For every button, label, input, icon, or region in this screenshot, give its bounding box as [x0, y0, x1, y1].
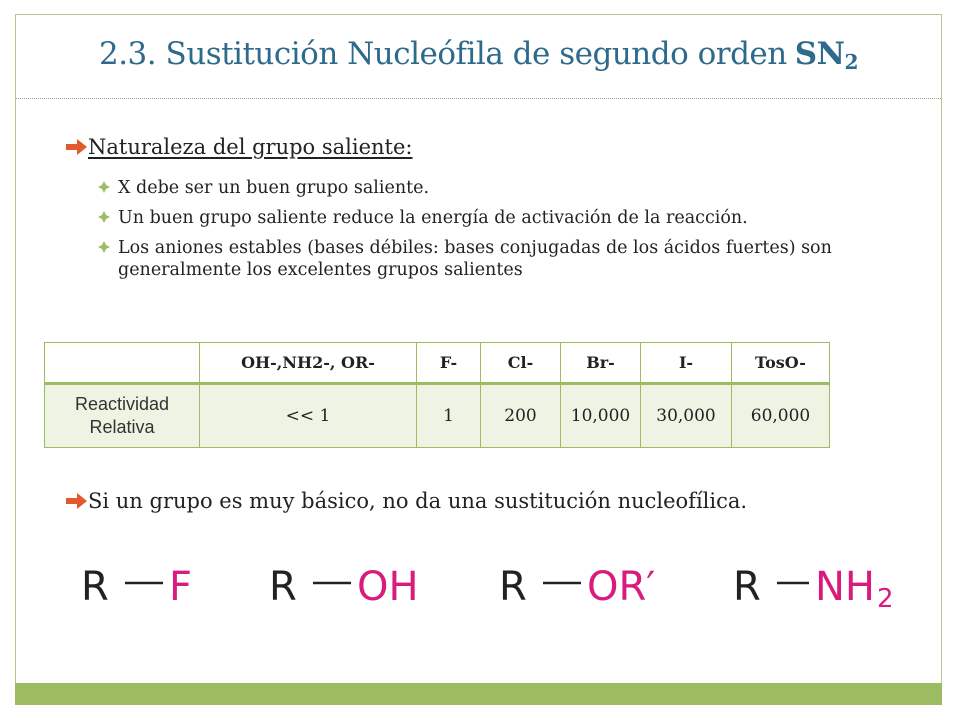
row-label: Reactividad Relativa: [45, 384, 200, 448]
table-cell: << 1: [200, 384, 417, 448]
right-arrow-icon: [66, 138, 88, 156]
slide-title: 2.3. Sustitución Nucleófila de segundo orden $SN_2$: [98, 36, 858, 75]
table-header-cell: OH-,NH2-, OR-: [200, 343, 417, 384]
r-label: R: [499, 564, 527, 610]
table-header-cell: Br-: [561, 343, 641, 384]
list-item: Los aniones estables (bases débiles: bases conjugadas de los ácidos fuertes) son generalmente los excelentes grupos salientes: [98, 237, 928, 281]
table-header-cell: F-: [417, 343, 481, 384]
group-label: OR′: [587, 564, 656, 610]
table-cell: 200: [481, 384, 561, 448]
table-cell: 60,000: [732, 384, 830, 448]
reactivity-table: [44, 342, 830, 448]
list-item: Un buen grupo saliente reduce la energía de activación de la reacción.: [98, 207, 928, 229]
bullet-icon: [98, 211, 110, 223]
bullet-icon: [98, 181, 110, 193]
bullet-list: [98, 177, 928, 289]
leaving-group-formulas: [45, 555, 917, 613]
subscript-label: 2: [877, 584, 894, 613]
bullet-icon: [98, 241, 110, 253]
r-label: R: [733, 564, 761, 610]
group-label: NH: [815, 564, 875, 610]
title-divider: [16, 98, 941, 99]
formula-r-or: [499, 564, 655, 610]
formula-r-nh2: [733, 564, 894, 613]
table-cell: 30,000: [641, 384, 732, 448]
footer-bar: [15, 683, 942, 705]
table-row: [45, 384, 830, 448]
table-header-cell: Cl-: [481, 343, 561, 384]
formula-r-f: [81, 564, 192, 610]
table-cell: 10,000: [561, 384, 641, 448]
group-label: F: [169, 564, 193, 610]
r-label: R: [269, 564, 297, 610]
sn2-label: $SN_2$: [794, 36, 858, 75]
group-label: OH: [357, 564, 419, 610]
table-header-cell: I-: [641, 343, 732, 384]
right-arrow-icon: [66, 492, 88, 510]
leaving-group-heading: Naturaleza del grupo saliente:: [66, 135, 412, 159]
table-header-cell: [45, 343, 200, 384]
table-header-cell: TosO-: [732, 343, 830, 384]
r-label: R: [81, 564, 109, 610]
formula-r-oh: [269, 564, 419, 610]
table-cell: 1: [417, 384, 481, 448]
basic-group-note: Si un grupo es muy básico, no da una sustitución nucleofílica.: [66, 489, 747, 513]
list-item: X debe ser un buen grupo saliente.: [98, 177, 928, 199]
